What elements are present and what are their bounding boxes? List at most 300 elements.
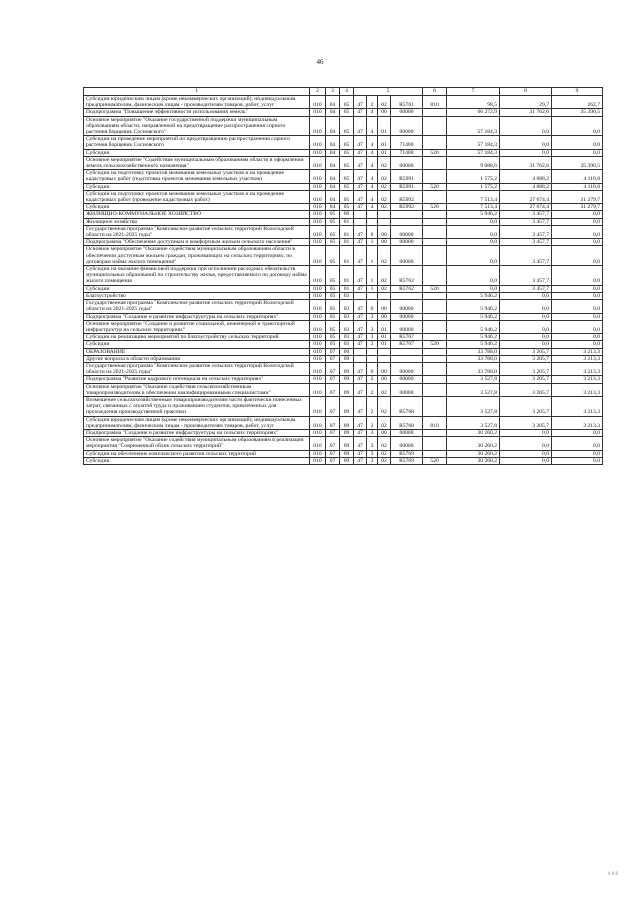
table-row [84, 396, 603, 416]
amount-year-2: 0,0 [500, 429, 552, 436]
table-row [84, 341, 603, 348]
amount-year-2: 3 205,7 [500, 416, 552, 429]
amount-year-1: 0,0 [447, 225, 500, 238]
amount-year-1: 0,0 [447, 218, 500, 225]
admin-code: 010 [310, 355, 326, 362]
row-name: Основное мероприятие "Создание и развитие социальной, инженерной и транспортной инфраструктур на сельских территориях" [84, 320, 310, 333]
program-code: 47 [354, 429, 367, 436]
amount-year-3: 0,0 [552, 300, 603, 313]
section-code: 05 [326, 225, 340, 238]
expense-type-code [423, 334, 447, 341]
admin-code: 010 [310, 457, 326, 464]
amount-year-1: 5 946,2 [447, 211, 500, 218]
expense-type-code [423, 225, 447, 238]
amount-year-2: 3 205,7 [500, 396, 552, 416]
amount-year-1: 33 788,0 [447, 362, 500, 375]
admin-code: 010 [310, 396, 326, 416]
expense-type-code [423, 376, 447, 383]
row-name: Субсидии на подготовку проектов межевания земельных участков и на проведение кадастровых работ (проведение кадастровых работ) [84, 190, 310, 203]
expense-type-code [423, 355, 447, 362]
amount-year-1: 33 788,0 [447, 348, 500, 355]
subsection-code: 01 [340, 218, 354, 225]
row-name: Подпрограмма "Развитие кадрового потенциала на сельских территориях" [84, 376, 310, 383]
amount-year-2: 3 205,7 [500, 383, 552, 396]
measure-code: 02 [378, 396, 391, 416]
program-code: 47 [354, 383, 367, 396]
amount-year-2: 4 088,2 [500, 170, 552, 183]
program-code: 47 [354, 136, 367, 149]
subprogram-code: 4 [367, 190, 378, 203]
subsection-code: 09 [340, 450, 354, 457]
subsection-code: 05 [340, 183, 354, 190]
admin-code: 010 [310, 190, 326, 203]
measure-code [378, 292, 391, 299]
subprogram-code: 0 [367, 225, 378, 238]
section-code: 07 [326, 416, 340, 429]
expense-type-code [423, 437, 447, 450]
row-name: Основное мероприятие "Оказание содействия муниципальным образованиям области в обеспечении доступным жильем граждан, проживающих на сельских территориях, по договорам найма жилого помещения" [84, 246, 310, 266]
amount-year-1: 30 260,2 [447, 457, 500, 464]
amount-year-3: 0,0 [552, 320, 603, 333]
expense-type-code: 810 [423, 416, 447, 429]
row-name: Субсидии [84, 457, 310, 464]
section-code: 07 [326, 437, 340, 450]
direction-code [391, 292, 423, 299]
direction-code [391, 218, 423, 225]
page-number: 46 [316, 58, 324, 66]
row-name: Субсидии на подготовку проектов межевания земельных участков и на проведение кадастровых работ (подготовка проектов межевания земельных участков) [84, 170, 310, 183]
table-row [84, 170, 603, 183]
measure-code [378, 211, 391, 218]
amount-year-2: 3 457,7 [500, 246, 552, 266]
subprogram-code: 2 [367, 396, 378, 416]
subprogram-code: 1 [367, 239, 378, 246]
subprogram-code: 4 [367, 109, 378, 116]
table-row [84, 149, 603, 156]
subprogram-code: 1 [367, 285, 378, 292]
table-row [84, 355, 603, 362]
row-name: Государственная программа "Комплексное развитие сельских территорий Вологодской области на 2021-2025 годы" [84, 300, 310, 313]
amount-year-2: 3 205,7 [500, 348, 552, 355]
expense-type-code: 810 [423, 96, 447, 109]
subprogram-code: 2 [367, 416, 378, 429]
admin-code: 010 [310, 239, 326, 246]
program-code: 47 [354, 437, 367, 450]
subprogram-code [367, 211, 378, 218]
section-code: 07 [326, 376, 340, 383]
subprogram-code: 2 [367, 96, 378, 109]
subprogram-code: 4 [367, 116, 378, 136]
table-row [84, 292, 603, 299]
section-code: 04 [326, 96, 340, 109]
subsection-code: 03 [340, 334, 354, 341]
program-code: 47 [354, 116, 367, 136]
table-row [84, 225, 603, 238]
program-code: 47 [354, 450, 367, 457]
amount-year-1: 0,0 [447, 246, 500, 266]
row-name: Субсидии на оказание финансовой поддержки при исполнении расходных обязательств муниципальных образований по строительству жилья, предоставляемого по договору найма жилого помещения [84, 266, 310, 286]
program-code: 47 [354, 204, 367, 211]
measure-code: 01 [378, 149, 391, 156]
table-row [84, 334, 603, 341]
admin-code: 010 [310, 285, 326, 292]
amount-year-3: 0,0 [552, 313, 603, 320]
program-code [354, 292, 367, 299]
subsection-code: 05 [340, 190, 354, 203]
admin-code: 010 [310, 320, 326, 333]
amount-year-1: 0,0 [447, 285, 500, 292]
amount-year-2: 3 457,7 [500, 239, 552, 246]
measure-code: 02 [378, 437, 391, 450]
admin-code: 010 [310, 183, 326, 190]
subprogram-code: 4 [367, 136, 378, 149]
subprogram-code [367, 218, 378, 225]
amount-year-3: 3 213,3 [552, 362, 603, 375]
admin-code: 010 [310, 429, 326, 436]
measure-code: 00 [378, 225, 391, 238]
section-code: 04 [326, 156, 340, 169]
measure-code: 02 [378, 246, 391, 266]
subprogram-code: 4 [367, 170, 378, 183]
measure-code: 02 [378, 170, 391, 183]
table-row [84, 96, 603, 109]
admin-code: 010 [310, 211, 326, 218]
amount-year-3: 31 279,7 [552, 190, 603, 203]
row-name: Субсидии на обеспечение комплексного развития сельских территорий [84, 450, 310, 457]
program-code: 47 [354, 96, 367, 109]
row-name: Возмещение сельскохозяйственным товаропроизводителям части фактически понесенных затрат, связанных с оплатой труда и проживанием студентов, привлеченных для прохождения производственной практики [84, 396, 310, 416]
amount-year-3: 0,0 [552, 266, 603, 286]
subprogram-code: 2 [367, 376, 378, 383]
direction-code: R5991 [391, 170, 423, 183]
measure-code: 01 [378, 320, 391, 333]
subprogram-code [367, 355, 378, 362]
direction-code: R5769 [391, 457, 423, 464]
expense-type-code [423, 292, 447, 299]
expense-type-code: 520 [423, 457, 447, 464]
amount-year-2: 3 205,7 [500, 355, 552, 362]
subprogram-code: 3 [367, 429, 378, 436]
section-code: 07 [326, 457, 340, 464]
amount-year-3: 4 110,8 [552, 170, 603, 183]
admin-code: 010 [310, 362, 326, 375]
amount-year-1: 57 184,3 [447, 136, 500, 149]
direction-code: 00000 [391, 437, 423, 450]
section-code: 05 [326, 285, 340, 292]
section-code: 04 [326, 183, 340, 190]
admin-code: 010 [310, 109, 326, 116]
header-cell-3: 3 [326, 88, 340, 96]
row-name: Другие вопросы в области образования [84, 355, 310, 362]
amount-year-1: 7 513,4 [447, 190, 500, 203]
measure-code: 01 [378, 136, 391, 149]
subprogram-code: 2 [367, 383, 378, 396]
section-code: 07 [326, 383, 340, 396]
amount-year-1: 5 946,2 [447, 313, 500, 320]
section-code: 05 [326, 313, 340, 320]
measure-code: 02 [378, 457, 391, 464]
measure-code: 02 [378, 450, 391, 457]
subsection-code: 05 [340, 149, 354, 156]
admin-code: 010 [310, 416, 326, 429]
amount-year-3: 0,0 [552, 218, 603, 225]
amount-year-2: 0,0 [500, 149, 552, 156]
direction-code: R5762 [391, 285, 423, 292]
amount-year-3: 262,7 [552, 96, 603, 109]
amount-year-3: 0,0 [552, 211, 603, 218]
subsection-code: 05 [340, 170, 354, 183]
program-code: 47 [354, 320, 367, 333]
amount-year-3: 4 110,8 [552, 183, 603, 190]
table-row [84, 204, 603, 211]
amount-year-1: 66 272,9 [447, 109, 500, 116]
measure-code: 02 [378, 383, 391, 396]
subprogram-code: 0 [367, 300, 378, 313]
amount-year-3: 3 213,3 [552, 376, 603, 383]
direction-code: 71400 [391, 136, 423, 149]
amount-year-1: 0,0 [447, 239, 500, 246]
admin-code: 010 [310, 96, 326, 109]
amount-year-2: 3 205,7 [500, 376, 552, 383]
subprogram-code: 4 [367, 156, 378, 169]
admin-code: 010 [310, 383, 326, 396]
amount-year-3: 3 213,3 [552, 383, 603, 396]
amount-year-2: 0,0 [500, 320, 552, 333]
amount-year-2: 31 762,6 [500, 109, 552, 116]
program-code: 47 [354, 285, 367, 292]
expense-type-code [423, 313, 447, 320]
amount-year-2: 0,0 [500, 341, 552, 348]
table-row [84, 376, 603, 383]
amount-year-2: 4 088,2 [500, 183, 552, 190]
program-code: 47 [354, 341, 367, 348]
direction-code: R5992 [391, 204, 423, 211]
amount-year-2: 0,0 [500, 334, 552, 341]
table-row [84, 383, 603, 396]
section-code: 05 [326, 300, 340, 313]
amount-year-1: 9 088,6 [447, 156, 500, 169]
expense-type-code [423, 156, 447, 169]
measure-code: 00 [378, 429, 391, 436]
table-row [84, 437, 603, 450]
row-name: Субсидии юридическим лицам (кроме некоммерческих организаций), индивидуальным предпринимателям, физическим лицам - производителям товаров, работ, услуг [84, 416, 310, 429]
program-code [354, 218, 367, 225]
admin-code: 010 [310, 300, 326, 313]
amount-year-1: 3 527,8 [447, 376, 500, 383]
program-code: 47 [354, 266, 367, 286]
table-row [84, 362, 603, 375]
direction-code: 00000 [391, 156, 423, 169]
subsection-code: 05 [340, 156, 354, 169]
subsection-code: 05 [340, 109, 354, 116]
measure-code: 02 [378, 183, 391, 190]
expense-type-code [423, 170, 447, 183]
table-row [84, 285, 603, 292]
direction-code: 71400 [391, 149, 423, 156]
admin-code: 010 [310, 437, 326, 450]
admin-code: 010 [310, 341, 326, 348]
expense-type-code [423, 300, 447, 313]
expense-type-code: 520 [423, 149, 447, 156]
expense-type-code [423, 116, 447, 136]
amount-year-2: 3 457,7 [500, 211, 552, 218]
expense-type-code [423, 136, 447, 149]
measure-code: 00 [378, 109, 391, 116]
amount-year-3: 31 279,7 [552, 204, 603, 211]
table-row [84, 183, 603, 190]
table-row [84, 457, 603, 464]
amount-year-3: 0,0 [552, 450, 603, 457]
budget-table [83, 87, 603, 465]
expense-type-code [423, 266, 447, 286]
expense-type-code: 520 [423, 285, 447, 292]
measure-code: 01 [378, 341, 391, 348]
program-code [354, 355, 367, 362]
table-row [84, 136, 603, 149]
admin-code: 010 [310, 136, 326, 149]
row-name: Подпрограмма "Создание и развитие инфраструктуры на сельских территориях" [84, 313, 310, 320]
amount-year-2: 3 457,7 [500, 225, 552, 238]
measure-code [378, 348, 391, 355]
admin-code: 010 [310, 334, 326, 341]
amount-year-3: 0,0 [552, 341, 603, 348]
subsection-code: 00 [340, 348, 354, 355]
amount-year-3: 3 213,3 [552, 416, 603, 429]
direction-code: 00000 [391, 246, 423, 266]
expense-type-code [423, 239, 447, 246]
direction-code: 00000 [391, 239, 423, 246]
expense-type-code [423, 246, 447, 266]
amount-year-2: 3 457,7 [500, 218, 552, 225]
amount-year-2: 29,7 [500, 96, 552, 109]
measure-code: 02 [378, 156, 391, 169]
subsection-code: 05 [340, 136, 354, 149]
expense-type-code [423, 429, 447, 436]
amount-year-2: 3 205,7 [500, 362, 552, 375]
subsection-code: 09 [340, 376, 354, 383]
program-code: 47 [354, 416, 367, 429]
section-code: 05 [326, 320, 340, 333]
header-cell-9: 9 [552, 88, 603, 96]
measure-code: 00 [378, 300, 391, 313]
amount-year-2: 31 762,6 [500, 156, 552, 169]
measure-code: 01 [378, 116, 391, 136]
subsection-code: 03 [340, 313, 354, 320]
subsection-code: 09 [340, 457, 354, 464]
admin-code: 010 [310, 313, 326, 320]
row-name: Основное мероприятие "Оказание государственной поддержки муниципальным образованиям области, направленной на предотвращение распространения сорного растения борщевик Сосновского" [84, 116, 310, 136]
admin-code: 010 [310, 266, 326, 286]
direction-code: 00000 [391, 429, 423, 436]
amount-year-3: 3 213,3 [552, 355, 603, 362]
direction-code: 00000 [391, 300, 423, 313]
admin-code: 010 [310, 376, 326, 383]
measure-code: 00 [378, 313, 391, 320]
row-name: Основное мероприятие "Оказание содействия сельскохозяйственным товаропроизводителям в обеспечении квалифицированными специалистами" [84, 383, 310, 396]
direction-code: R5769 [391, 450, 423, 457]
amount-year-2: 0,0 [500, 457, 552, 464]
measure-code: 00 [378, 239, 391, 246]
section-code: 05 [326, 334, 340, 341]
program-code [354, 211, 367, 218]
amount-year-3: 0,0 [552, 334, 603, 341]
measure-code: 02 [378, 266, 391, 286]
amount-year-1: 0,0 [447, 266, 500, 286]
amount-year-1: 3 527,8 [447, 383, 500, 396]
table-row [84, 429, 603, 436]
section-code: 07 [326, 362, 340, 375]
direction-code: 00000 [391, 320, 423, 333]
header-row [84, 88, 603, 96]
subsection-code: 05 [340, 204, 354, 211]
section-code: 04 [326, 149, 340, 156]
row-name: Субсидии юридическим лицам (кроме некоммерческих организаций), индивидуальным предпринимателям, физическим лицам - производителям товаров, работ, услуг [84, 96, 310, 109]
measure-code: 02 [378, 190, 391, 203]
section-code: 04 [326, 116, 340, 136]
table-row [84, 320, 603, 333]
row-name: Государственная программа "Комплексное развитие сельских территорий Вологодской области на 2021-2025 годы" [84, 225, 310, 238]
subsection-code: 09 [340, 437, 354, 450]
expense-type-code [423, 218, 447, 225]
row-name: Основное мероприятие "Оказание содействия муниципальным образованиям в реализации мероприятия "Современный облик сельских территорий" [84, 437, 310, 450]
section-code: 04 [326, 109, 340, 116]
amount-year-3: 3 213,3 [552, 396, 603, 416]
subsection-code: 01 [340, 285, 354, 292]
program-code: 47 [354, 149, 367, 156]
program-code: 47 [354, 156, 367, 169]
direction-code: R5768 [391, 416, 423, 429]
amount-year-1: 5 946,2 [447, 300, 500, 313]
section-code: 07 [326, 450, 340, 457]
subprogram-code: 4 [367, 183, 378, 190]
section-code: 04 [326, 170, 340, 183]
subprogram-code: 1 [367, 246, 378, 266]
amount-year-2: 27 674,4 [500, 190, 552, 203]
amount-year-1: 57 184,3 [447, 149, 500, 156]
amount-year-1: 5 946,2 [447, 292, 500, 299]
amount-year-1: 33 788,0 [447, 355, 500, 362]
table-row [84, 246, 603, 266]
measure-code: 00 [378, 376, 391, 383]
subsection-code: 01 [340, 266, 354, 286]
subsection-code: 05 [340, 116, 354, 136]
row-name: Основное мероприятие "Содействие муниципальным образованиям области в оформлении земель сельскохозяйственного назначения" [84, 156, 310, 169]
program-code: 47 [354, 457, 367, 464]
amount-year-1: 5 946,2 [447, 341, 500, 348]
direction-code [391, 348, 423, 355]
section-code: 05 [326, 246, 340, 266]
amount-year-2: 0,0 [500, 300, 552, 313]
direction-code: R5761 [391, 96, 423, 109]
subsection-code: 09 [340, 383, 354, 396]
program-code: 47 [354, 170, 367, 183]
row-name: Субсидии [84, 204, 310, 211]
subsection-code: 03 [340, 320, 354, 333]
amount-year-2: 0,0 [500, 116, 552, 136]
subsection-code: 05 [340, 96, 354, 109]
amount-year-1: 30 260,2 [447, 450, 500, 457]
header-cell-8: 8 [500, 88, 552, 96]
subsection-code: 00 [340, 211, 354, 218]
expense-type-code: 520 [423, 204, 447, 211]
amount-year-1: 5 946,2 [447, 334, 500, 341]
program-code [354, 348, 367, 355]
table-row [84, 109, 603, 116]
subsection-code: 09 [340, 362, 354, 375]
amount-year-3: 0,0 [552, 285, 603, 292]
direction-code: 00000 [391, 109, 423, 116]
expense-type-code: 520 [423, 341, 447, 348]
